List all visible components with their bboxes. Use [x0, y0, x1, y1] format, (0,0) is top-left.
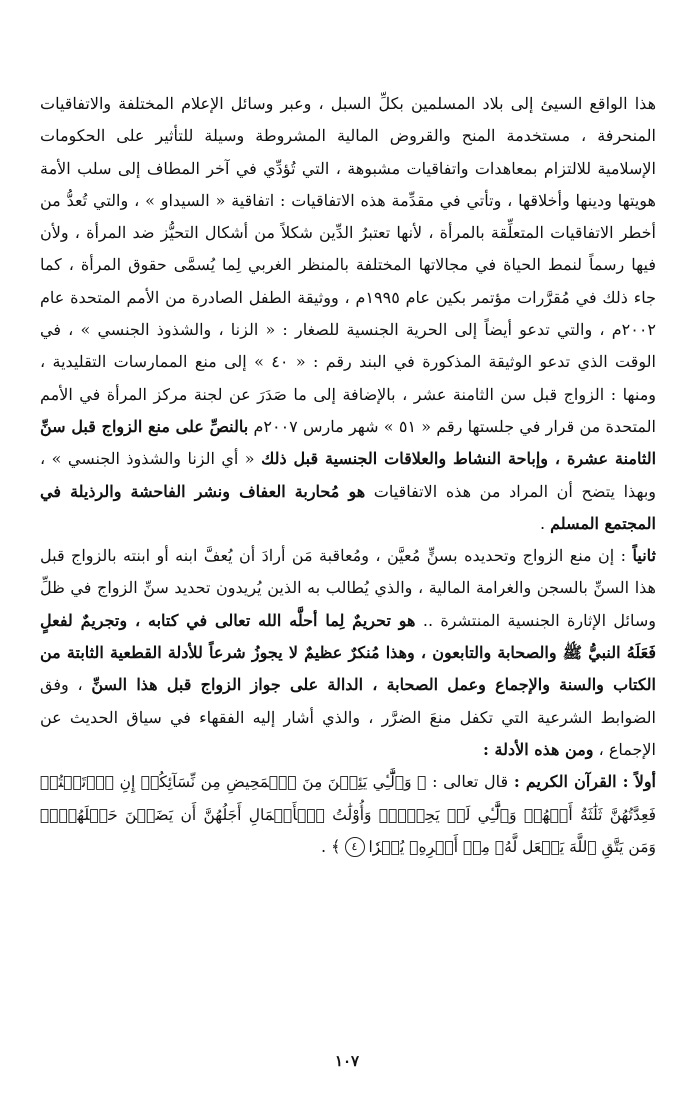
body-text [40, 88, 656, 863]
paragraph-agreements [40, 88, 656, 540]
page-number: ١٠٧ [334, 1052, 360, 1070]
paragraph-text: هذا الواقع السيئ إلى بلاد المسلمين بكلِّ السبل ، وعبر وسائل الإعلام المختلفة والاتفاقيات المنحرفة ، مستخدمة المنح والقروض المالية المشروطة وسيلة للتأثير على الحكومات الإسلامية للالتزام بمعاهدات واتفاقيات مشبوهة ، التي تُؤدِّي في آخر المطاف إلى سلب الأمة هويتها ودينها وأخلاقها ، وتأتي في مقدِّمة هذه الاتفاقيات : اتفاقية « السيداو » ، والتي تُعدُّ من أخطر الاتفاقيات المتعلِّقة بالمرأة ، لأنها تعتبرُ الدِّين شكلاً من أشكال التحيُّز ضد المرأة ، ولأن فيها رسماً لنمط الحياة في مجالاتها المختلفة بالمنظر الغربي لِما يُسمَّى حقوق المرأة ، كما جاء ذلك في مُقرَّرات مؤتمر بكين عام ١٩٩٥م ، ووثيقة الطفل الصادرة من الأمم المتحدة عام ٢٠٠٢م ، والتي تدعو أيضاً إلى الحرية الجنسية للصغار : « الزنا ، والشذوذ الجنسي » ، في الوقت الذي تدعو الوثيقة المذكورة في البند رقم : « ٤٠ » إلى منع الممارسات التقليدية ، ومنها : الزواج قبل سن الثامنة عشر ، بالإضافة إلى ما صَدَرَ عن لجنة مركز المرأة في الأمم المتحدة من قرار في جلستها رقم « ٥١ » شهر مارس ٢٠٠٧م [40, 94, 657, 436]
quran-close-bracket: ﴾ . [320, 836, 341, 856]
paragraph-text: . [539, 513, 546, 533]
quran-verse: ﴿ وَٱلَّٰٓـِٔي يَئِسۡنَ مِنَ ٱلۡمَحِيضِ مِن نِّسَآئِكُمۡ إِنِ ٱرۡتَبۡتُمۡ فَعِدَّتُهُنَّ ثَلَٰثَةُ أَشۡهُرٖ وَٱلَّٰٓـِٔي لَمۡ يَحِضۡنَۚ وَأُوْلَٰتُ ٱلۡأَحۡمَالِ أَجَلُهُنَّ أَن يَضَعۡنَ حَمۡلَهُنَّۚ وَمَن يَتَّقِ ٱللَّهَ يَجۡعَل لَّهُۥ مِنۡ أَمۡرِهِۦ يُسۡرٗا [40, 773, 656, 856]
paragraph-text: قال تعالى : [432, 772, 509, 792]
bold-phrase: هو تحريمٌ لِما أحلَّه الله تعالى في كتابه ، وتجريمٌ لفعلٍ فَعَلَهُ النبيُّ ﷺ والصحابة والتابعون ، وهذا مُنكرٌ عظيمٌ لا يجوزُ شرعاً للأدلة القطعية الثابتة من الكتاب والسنة والإجماع وعمل الصحابة ، الدالة على جواز الزواج قبل هذا السنِّ [40, 610, 656, 695]
paragraph-text: : إن منع الزواج وتحديده بسنٍّ مُعيَّن ، ومُعاقبة مَن أرادَ أن يُعفَّ ابنه أو ابنته بالزواج قبل هذا السنِّ بالسجن والغرامة المالية ، والذي يُطالب به الذين يُريدون تحديد سنِّ الزواج في ظلِّ وسائل الإثارة الجنسية المنتشرة .. [40, 546, 657, 630]
bold-phrase: ومن هذه الأدلة : [483, 739, 594, 759]
section-label: أولاً : القرآن الكريم : [513, 772, 656, 792]
paragraph-second-point [40, 540, 656, 766]
ayah-number-mark: ٤ [345, 837, 365, 857]
paragraph-text: ، وفق الضوابط الشرعية التي تكفل منعَ الضرَّر ، والذي أشار إليه الفقهاء في سياق الحديث عن الإجماع ، [40, 675, 656, 759]
bold-phrase: بالنصِّ على منع الزواج قبل سنِّ الثامنة عشرة ، وإباحة النشاط والعلاقات الجنسية قبل ذلك [40, 416, 657, 469]
section-label: ثانياً [632, 546, 656, 566]
bold-phrase: هو مُحاربة العفاف ونشر الفاحشة والرذيلة في المجتمع المسلم [40, 481, 656, 533]
paragraph-text: « أي الزنا والشذوذ الجنسي » ، وبهذا يتضح أن المراد من هذه الاتفاقيات [40, 449, 657, 501]
paragraph-quran-evidence [40, 766, 656, 863]
